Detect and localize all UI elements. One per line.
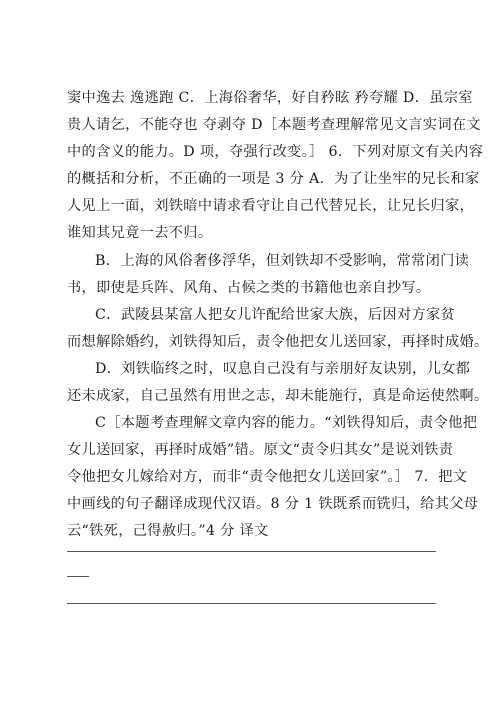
text-line: C．武陵县某富人把女儿许配给世家大族，后因对方家贫 bbox=[95, 307, 456, 323]
text-line: 还未成家，自己虽然有用世之志，却未能施行，真是命运使然啊。 bbox=[67, 388, 489, 404]
text-line: 中的含义的能力。D 项，夺强行改变。］ 6．下列对原文有关内容 bbox=[67, 144, 484, 160]
text-line: 书，即使是兵阵、风角、占候之类的书籍他也亲自抄写。 bbox=[67, 280, 431, 296]
text-line: 贵人请乞，不能夺也 夺剥夺 D［本题考查理解常见文言实词在文 bbox=[67, 117, 481, 133]
answer-line bbox=[67, 603, 436, 604]
text-line: B．上海的风俗奢侈浮华，但刘铁却不受影响，常常闭门读 bbox=[95, 253, 470, 269]
text-line: 女儿送回家，再择时成婚”错。原文“责令归其女”是说刘铁责 bbox=[67, 442, 454, 458]
text-line: 云“铁死，己得赦归。”4 分 译文 bbox=[67, 523, 269, 539]
text-line: C［本题考查理解文章内容的能力。“刘铁得知后，责令他把 bbox=[95, 415, 478, 431]
text-line: 的概括和分析，不正确的一项是 3 分 A．为了让坐牢的兄长和家 bbox=[67, 171, 480, 187]
answer-line-continuation bbox=[67, 576, 89, 577]
text-line: 而想解除婚约，刘铁得知后，责令他把女儿送回家，再择时成婚。 bbox=[67, 334, 489, 350]
text-line: 谁知其兄竟一去不归。 bbox=[67, 225, 213, 241]
answer-line bbox=[67, 551, 436, 552]
text-line: 窦中逸去 逸逃跑 C．上海俗奢华，好自矜眩 矜夸耀 D．虽宗室 bbox=[67, 90, 473, 106]
text-line: 令他把女儿嫁给对方，而非“责令他把女儿送回家”。］ 7．把文 bbox=[67, 469, 468, 485]
text-line: 中画线的句子翻译成现代汉语。8 分 1 铁既系而铣归，给其父母 bbox=[67, 496, 479, 512]
text-line: D．刘铁临终之时，叹息自己没有与亲朋好友诀别，儿女都 bbox=[95, 361, 471, 377]
text-line: 人见上一面，刘铁暗中请求看守让自己代替兄长，让兄长归家， bbox=[67, 198, 475, 214]
